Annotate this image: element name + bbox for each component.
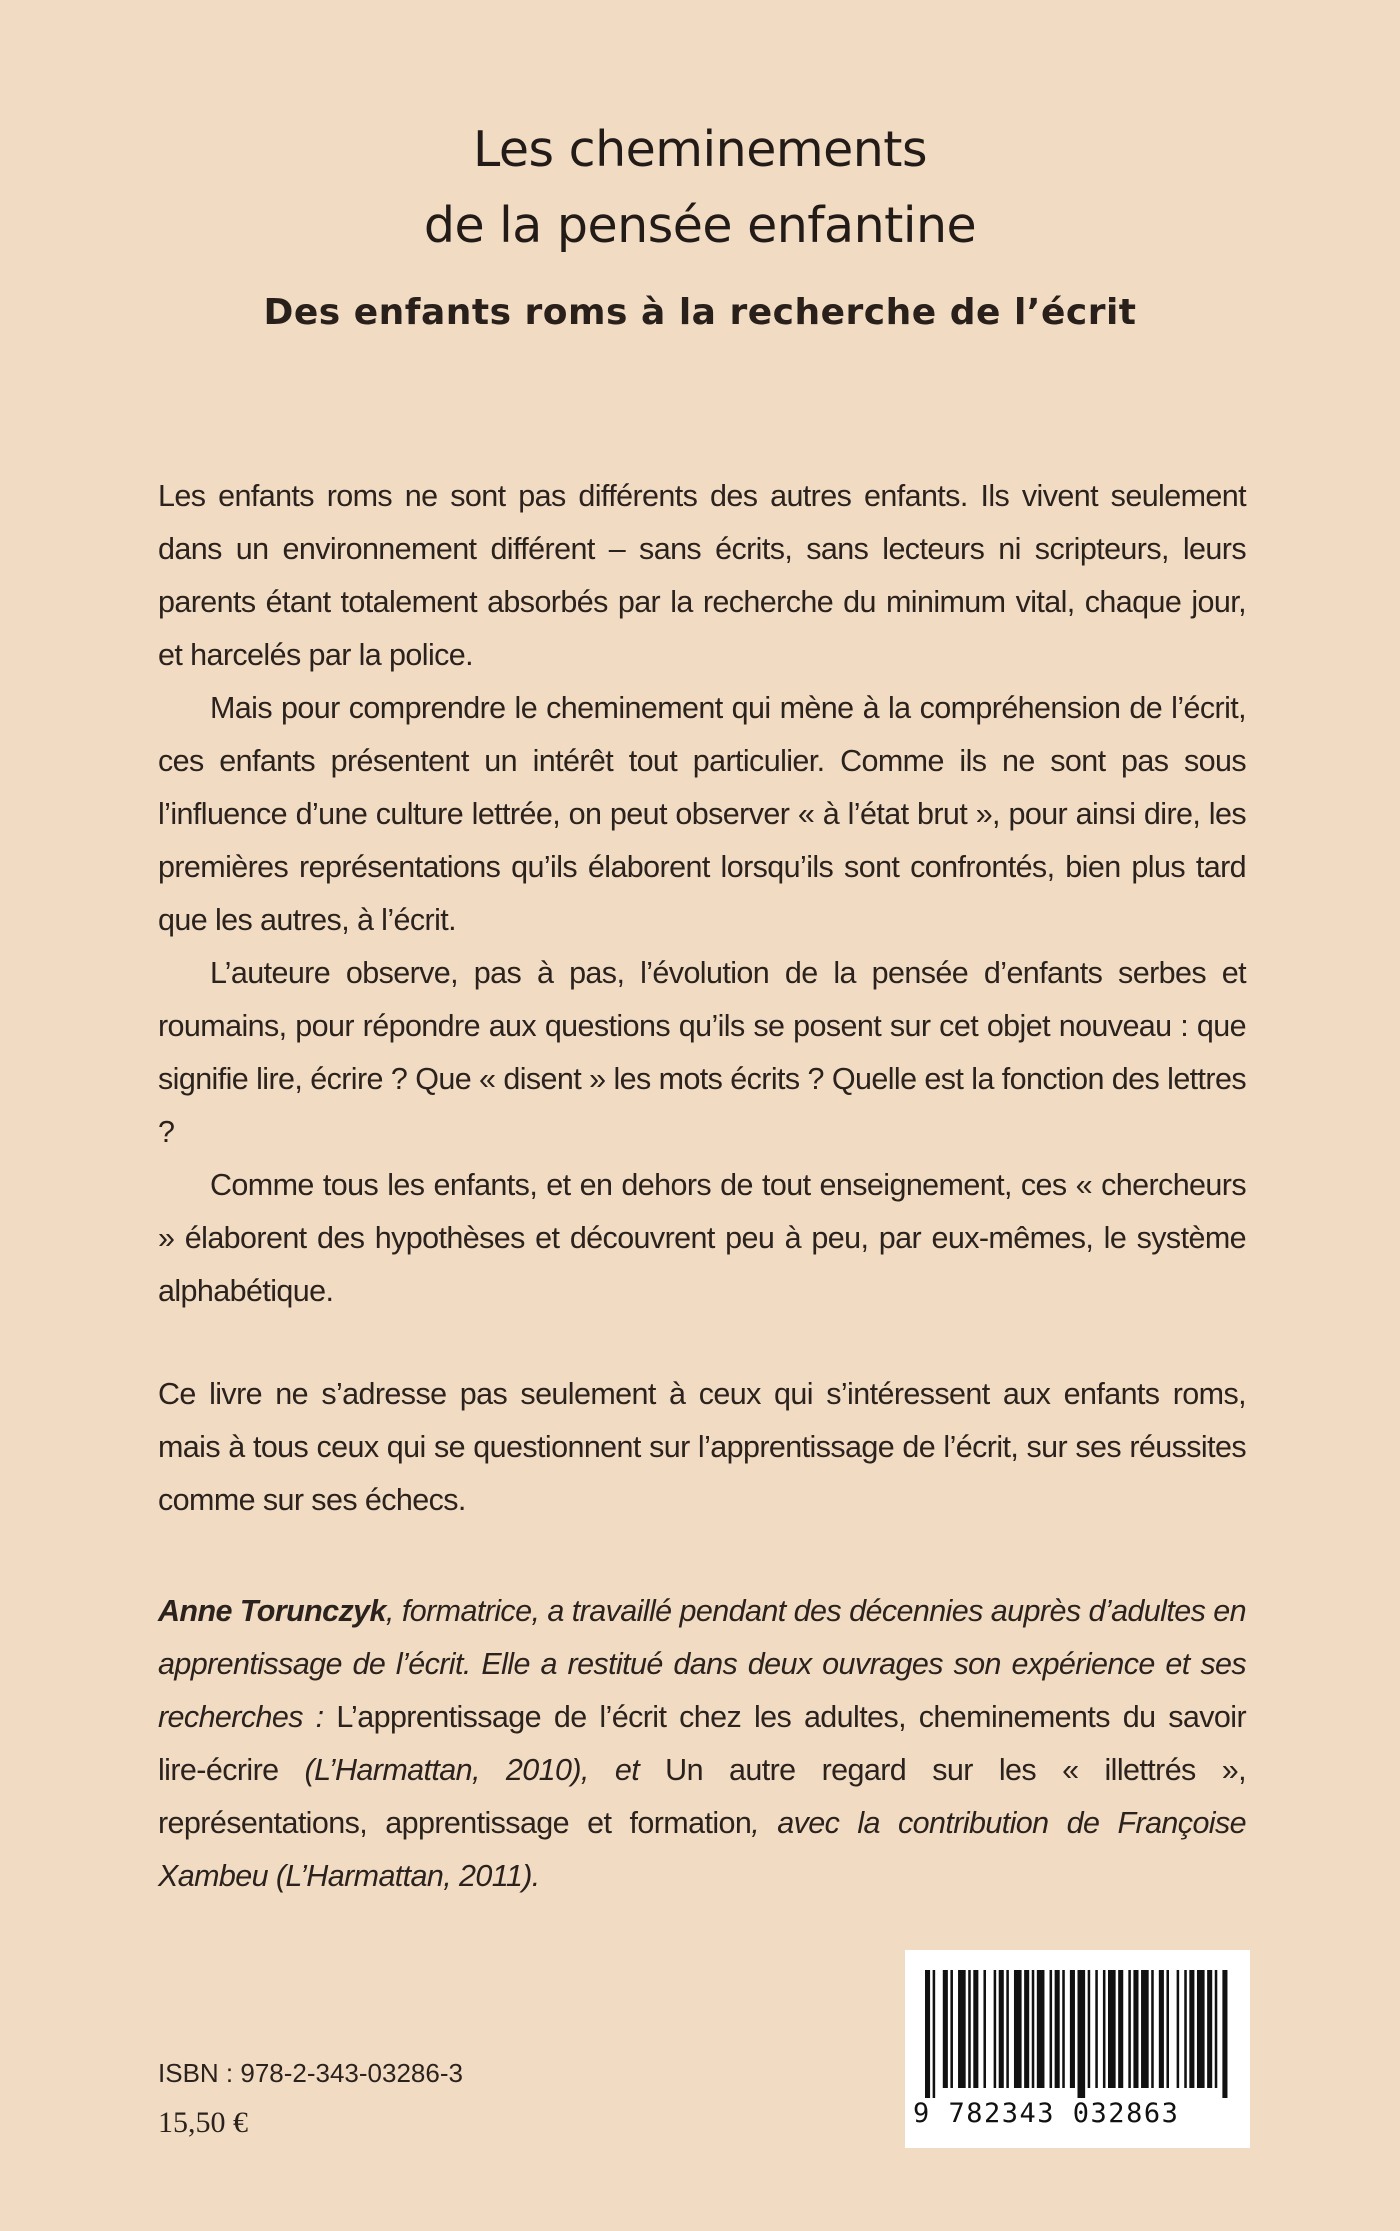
barcode-bar: [1095, 1970, 1098, 2088]
book-reference: L’apprentissage de l’écrit chez les adultes, cheminements du savoir lire-écrire: [158, 1700, 1246, 1787]
barcode-bar: [1050, 1970, 1053, 2088]
barcode-bar: [933, 1970, 936, 2098]
barcode-bar: [1108, 1970, 1116, 2088]
barcode-bar: [1166, 1970, 1169, 2088]
barcode-bar: [1151, 1970, 1154, 2088]
barcode-bar: [1024, 1970, 1029, 2088]
barcode-bar: [1103, 1970, 1106, 2088]
back-cover-text: [158, 470, 1246, 1903]
barcode-bar: [1070, 1970, 1075, 2088]
summary-paragraph: Comme tous les enfants, et en dehors de tout enseignement, ces « chercheurs » élaborent des hypothèses et découvrent peu à peu, par eux-mêmes, le système alphabétique.: [158, 1168, 1246, 1308]
barcode-bar: [1037, 1970, 1045, 2088]
barcode-bar: [1006, 1970, 1009, 2088]
barcode-bar: [1159, 1970, 1164, 2088]
barcode-bar: [1118, 1970, 1123, 2088]
book-title-line-1: Les cheminements: [472, 121, 928, 178]
summary-paragraph: L’auteure observe, pas à pas, l’évolution de la pensée d’enfants serbes et roumains, pour répondre aux questions qu’ils se posent sur cet objet nouveau : que signifie lire, écrire ? Que « disent » les mots écrits ? Quelle est la fonction des lettres ?: [158, 956, 1246, 1149]
isbn-label: ISBN : 978-2-343-03286-3: [158, 2058, 463, 2088]
summary-paragraph: Les enfants roms ne sont pas différents des autres enfants. Ils vivent seulement dans un environnement différent – sans écrits, sans lecteurs ni scripteurs, leurs parents étant totalement absorbés par la recherche du minimum vital, chaque jour, et harcelés par la police.: [158, 479, 1246, 672]
book-title-line-2: de la pensée enfantine: [423, 197, 977, 254]
barcode-bar: [943, 1970, 948, 2088]
barcode-bar: [1062, 1970, 1065, 2088]
author-bio: [158, 1585, 1246, 1903]
summary-paragraph: Mais pour comprendre le cheminement qui mène à la compréhension de l’écrit, ces enfants présentent un intérêt tout particulier. Comme ils ne sont pas sous l’influence d’une culture lettrée, on peut observer « à l’état brut », pour ainsi dire, les premières représentations qu’ils élaborent lorsqu’ils sont confrontés, bien plus tard que les autres, à l’écrit.: [158, 691, 1246, 937]
barcode-bar: [1133, 1970, 1138, 2088]
barcode-bar: [950, 1970, 953, 2088]
barcode-digits: 9 782343 032863: [913, 2098, 1180, 2129]
barcode-bar: [1215, 1970, 1218, 2088]
barcode-bar: [1189, 1970, 1194, 2088]
price-label: 15,50 €: [158, 2106, 248, 2139]
barcode-bar: [1141, 1970, 1149, 2088]
barcode-bar: [1184, 1970, 1187, 2088]
author-bio-text: , formatrice, a travaillé pendant des décennies auprès d’adultes en apprentissage de l’écrit. Elle a restitué dans deux ouvrages son expérience et ses recherches :: [158, 1594, 1246, 1734]
author-bio-text: (L’Harmattan, 2010), et: [278, 1753, 666, 1787]
barcode-bar: [1055, 1970, 1060, 2088]
book-subtitle: Des enfants roms à la recherche de l’écrit: [263, 292, 1137, 333]
barcode-bar: [1014, 1970, 1022, 2088]
barcode-bar: [1128, 1970, 1131, 2088]
barcode-bar: [968, 1970, 971, 2088]
cover-title-block: [0, 112, 1400, 333]
barcode-bar: [999, 1970, 1004, 2088]
barcode-bar: [973, 1970, 978, 2088]
book-reference: Un autre regard sur les « illettrés », représentations, apprentissage et formation: [158, 1753, 1246, 1840]
barcode-bar: [1207, 1970, 1212, 2088]
barcode-bar: [1088, 1970, 1091, 2088]
author-name: Anne Torunczyk: [158, 1594, 386, 1628]
barcode: [905, 1950, 1250, 2148]
barcode-bar: [983, 1970, 986, 2088]
barcode-bar: [1197, 1970, 1205, 2088]
barcode-bar: [1222, 1970, 1227, 2098]
author-bio-text: , avec la contribution de Françoise Xambeu (L’Harmattan, 2011).: [158, 1806, 1246, 1893]
barcode-bar: [1032, 1970, 1035, 2088]
barcode-bar: [1177, 1970, 1180, 2088]
barcode-bar: [994, 1970, 997, 2088]
barcode-bar: [925, 1970, 930, 2098]
barcode-bar: [958, 1970, 966, 2088]
audience-paragraph: Ce livre ne s’adresse pas seulement à ceux qui s’intéressent aux enfants roms, mais à tous ceux qui se questionnent sur l’apprentissage de l’écrit, sur ses réussites comme sur ses échecs.: [158, 1377, 1246, 1517]
barcode-bar: [1078, 1970, 1086, 2098]
barcode-bars: [925, 1970, 1230, 2098]
